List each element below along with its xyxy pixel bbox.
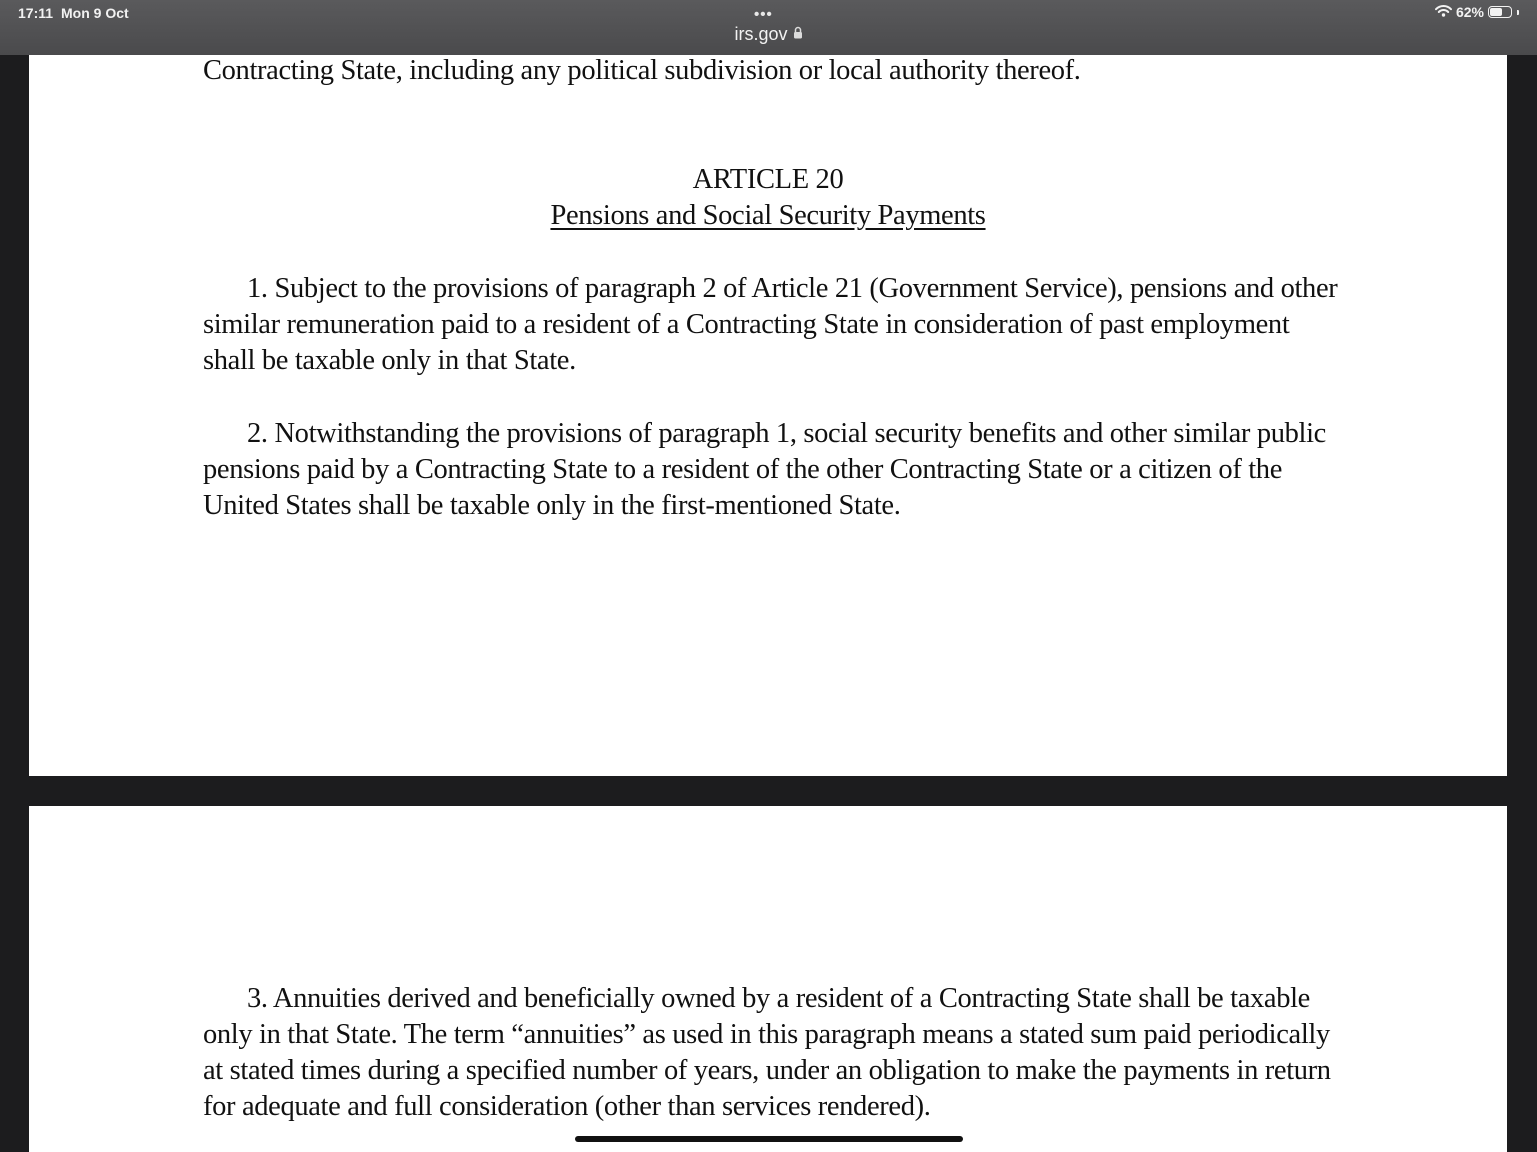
- continued-line: Contracting State, including any political subdivision or local authority thereof.: [203, 55, 1081, 86]
- document-page-2: [29, 806, 1507, 1152]
- status-time: 17:11: [18, 5, 54, 21]
- battery-tip: [1517, 10, 1519, 15]
- more-options-button[interactable]: •••: [754, 6, 773, 23]
- battery-icon: [1488, 6, 1512, 18]
- status-date: Mon 9 Oct: [61, 5, 129, 21]
- home-indicator[interactable]: [575, 1136, 963, 1142]
- article-number: ARTICLE 20: [692, 164, 844, 195]
- lock-icon: [793, 23, 803, 44]
- url-text[interactable]: irs.gov: [734, 24, 788, 44]
- battery-percent: 62%: [1455, 4, 1484, 20]
- browser-top-bar: [0, 0, 1537, 55]
- paragraph-3: 3. Annuities derived and beneficially owned by a resident of a Contracting State shall be taxable only in that State. The term “annuities” as used in this paragraph means a stated sum paid periodically at stated times during a specified number of years, under an obligation to make the payments in return for adequate and full consideration (other than services rendered).: [203, 983, 1331, 1122]
- article-title: [29, 198, 1507, 234]
- battery-level-fill: [1490, 8, 1502, 16]
- article-title-text: Pensions and Social Security Payments: [550, 200, 986, 231]
- paragraph-1: 1. Subject to the provisions of paragraph 2 of Article 21 (Government Service), pensions and other similar remuneration paid to a resident of a Contracting State in consideration of past employment shall be taxable only in that State.: [203, 273, 1338, 376]
- address-bar[interactable]: [0, 24, 1537, 45]
- paragraph-2: 2. Notwithstanding the provisions of paragraph 1, social security benefits and other similar public pensions paid by a Contracting State to a resident of the other Contracting State or a citizen of the United States shall be taxable only in the first-mentioned State.: [203, 418, 1326, 521]
- wifi-icon: [1435, 4, 1452, 20]
- document-page-1: [29, 55, 1507, 776]
- status-indicators: [1435, 4, 1519, 20]
